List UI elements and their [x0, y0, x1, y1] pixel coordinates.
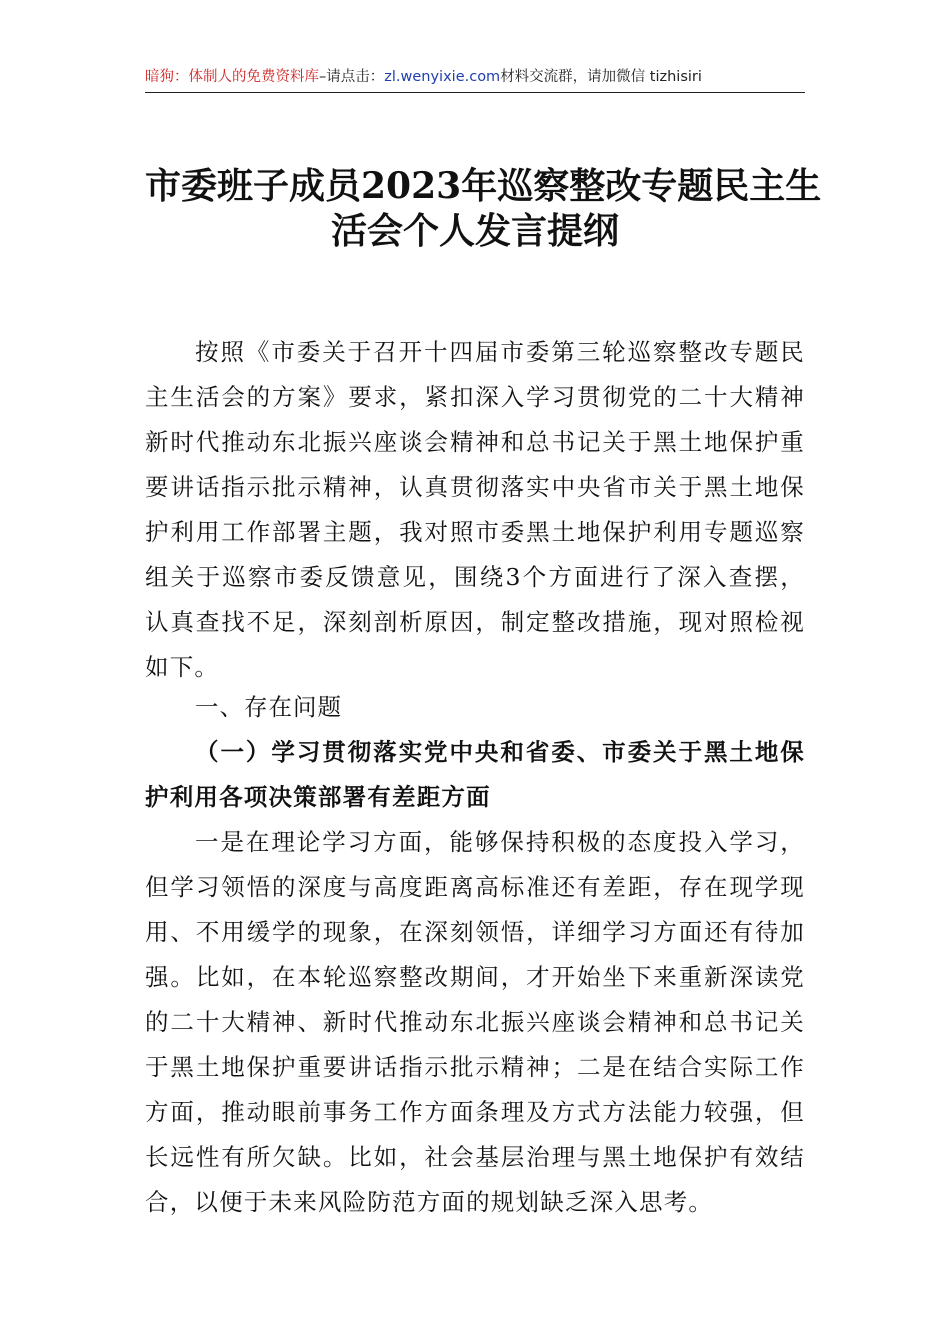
paragraph-line: 于黑土地保护重要讲话指示批示精神；二是在结合实际工作 — [145, 1053, 805, 1081]
paragraph-line: 用、不用缓学的现象，在深刻领悟，详细学习方面还有待加 — [145, 918, 805, 946]
subsection-heading — [145, 730, 805, 820]
paragraph-line: 合，以便于未来风险防范方面的规划缺乏深入思考。 — [145, 1188, 714, 1216]
header-site-label: 暗狗：体制人的免费资料库 — [145, 69, 319, 85]
paragraph-line: 认真查找不足，深刻剖析原因，制定整改措施，现对照检视 — [145, 608, 805, 636]
paragraph-line: 要讲话指示批示精神，认真贯彻落实中央省市关于黑土地保 — [145, 473, 805, 501]
section-heading: 一、存在问题 — [195, 693, 342, 721]
document-title-line-2: 活会个人发言提纲 — [330, 210, 619, 252]
header-contact: 材料交流群，请加微信 tizhisiri — [500, 69, 702, 85]
paragraph-line: 如下。 — [145, 653, 220, 681]
paragraph-line: 主生活会的方案》要求，紧扣深入学习贯彻党的二十大精神 — [145, 383, 805, 411]
paragraph-line: 长远性有所欠缺。比如，社会基层治理与黑土地保护有效结 — [145, 1143, 805, 1171]
header-click-prompt: –请点击： — [319, 69, 385, 85]
subsection-heading-line: 护利用各项决策部署有差距方面 — [145, 783, 491, 811]
document-title-line-1: 市委班子成员2023年巡察整改专题民主生 — [145, 165, 822, 207]
header-url-link[interactable]: zl.wenyixie.com — [384, 69, 501, 85]
paragraph-line: 组关于巡察市委反馈意见，围绕3个方面进行了深入查摆， — [145, 563, 805, 591]
problem-paragraph — [145, 820, 805, 1225]
subsection-heading-line: （一）学习贯彻落实党中央和省委、市委关于黑土地保 — [195, 738, 805, 766]
paragraph-line: 按照《市委关于召开十四届市委第三轮巡察整改专题民 — [195, 338, 805, 366]
paragraph-line: 但学习领悟的深度与高度距离高标准还有差距，存在现学现 — [145, 873, 805, 901]
paragraph-line: 一是在理论学习方面，能够保持积极的态度投入学习， — [195, 828, 805, 856]
paragraph-line: 强。比如，在本轮巡察整改期间，才开始坐下来重新深读党 — [145, 963, 805, 991]
paragraph-line: 的二十大精神、新时代推动东北振兴座谈会精神和总书记关 — [145, 1008, 805, 1036]
paragraph-line: 护利用工作部署主题，我对照市委黑土地保护利用专题巡察 — [145, 518, 805, 546]
paragraph-line: 方面，推动眼前事务工作方面条理及方式方法能力较强，但 — [145, 1098, 805, 1126]
intro-paragraph — [145, 330, 805, 690]
paragraph-line: 新时代推动东北振兴座谈会精神和总书记关于黑土地保护重 — [145, 428, 805, 456]
page-header — [145, 62, 805, 93]
